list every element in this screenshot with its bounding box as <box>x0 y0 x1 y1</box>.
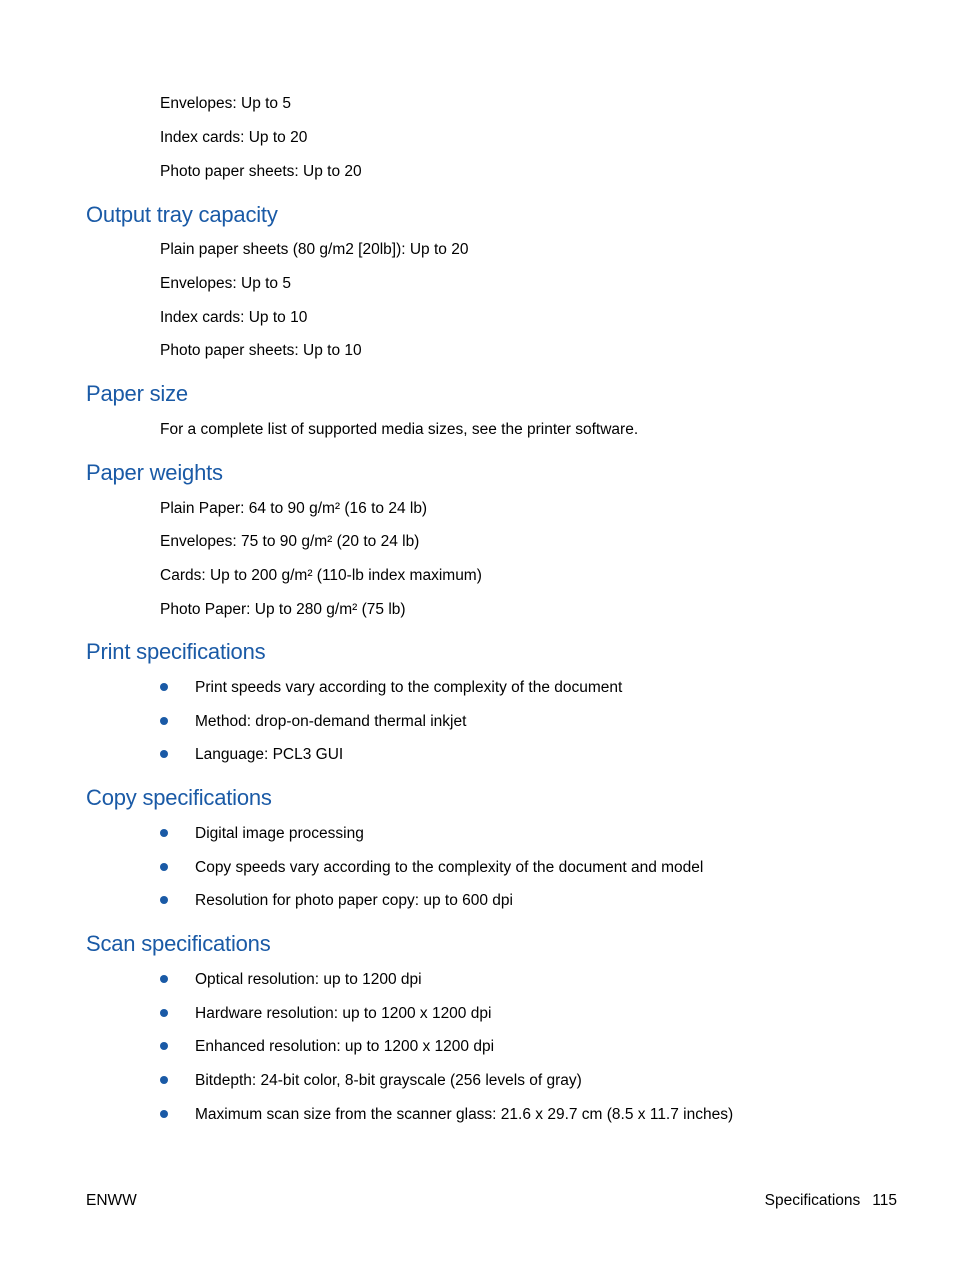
output-tray-item: Plain paper sheets (80 g/m2 [20lb]): Up to 20 <box>160 241 469 258</box>
bullet-text: Resolution for photo paper copy: up to 600 dpi <box>195 892 513 909</box>
scan-specs-heading: Scan specifications <box>86 931 271 956</box>
bullet-icon <box>160 750 168 758</box>
paper-size-text: For a complete list of supported media sizes, see the printer software. <box>160 421 639 438</box>
paper-weight-item: Plain Paper: 64 to 90 g/m² (16 to 24 lb) <box>160 500 428 517</box>
input-tray-item: Index cards: Up to 20 <box>160 129 308 146</box>
bullet-text: Maximum scan size from the scanner glass: 21.6 x 29.7 cm (8.5 x 11.7 inches) <box>195 1106 734 1123</box>
bullet-icon <box>160 1076 168 1084</box>
bullet-text: Method: drop-on-demand thermal inkjet <box>195 713 467 730</box>
print-specs-heading: Print specifications <box>86 639 266 664</box>
bullet-text: Hardware resolution: up to 1200 x 1200 dpi <box>195 1005 492 1022</box>
footer-section-label: Specifications <box>764 1192 861 1209</box>
bullet-icon <box>160 1042 168 1050</box>
bullet-text: Bitdepth: 24-bit color, 8-bit grayscale (256 levels of gray) <box>195 1072 582 1089</box>
bullet-icon <box>160 975 168 983</box>
bullet-icon <box>160 829 168 837</box>
paper-weight-item: Photo Paper: Up to 280 g/m² (75 lb) <box>160 601 406 618</box>
output-tray-item: Photo paper sheets: Up to 10 <box>160 342 362 359</box>
bullet-text: Optical resolution: up to 1200 dpi <box>195 971 422 988</box>
bullet-text: Language: PCL3 GUI <box>195 746 344 763</box>
paper-size-heading: Paper size <box>86 381 188 406</box>
input-tray-item: Envelopes: Up to 5 <box>160 95 291 112</box>
output-tray-item: Envelopes: Up to 5 <box>160 275 291 292</box>
bullet-icon <box>160 683 168 691</box>
footer-left-label: ENWW <box>86 1192 137 1209</box>
paper-weights-heading: Paper weights <box>86 460 223 485</box>
bullet-text: Digital image processing <box>195 825 364 842</box>
output-tray-heading: Output tray capacity <box>86 202 278 227</box>
output-tray-item: Index cards: Up to 10 <box>160 309 308 326</box>
paper-weight-item: Envelopes: 75 to 90 g/m² (20 to 24 lb) <box>160 533 420 550</box>
bullet-icon <box>160 1110 168 1118</box>
page-number: 115 <box>872 1192 897 1209</box>
bullet-icon <box>160 863 168 871</box>
bullet-text: Print speeds vary according to the complexity of the document <box>195 679 623 696</box>
bullet-text: Copy speeds vary according to the complexity of the document and model <box>195 859 704 876</box>
copy-specs-heading: Copy specifications <box>86 785 272 810</box>
bullet-text: Enhanced resolution: up to 1200 x 1200 dpi <box>195 1038 495 1055</box>
bullet-icon <box>160 1009 168 1017</box>
footer-right <box>765 1191 897 1211</box>
paper-weight-item: Cards: Up to 200 g/m² (110-lb index maximum) <box>160 567 482 584</box>
bullet-icon <box>160 717 168 725</box>
bullet-icon <box>160 896 168 904</box>
input-tray-item: Photo paper sheets: Up to 20 <box>160 163 362 180</box>
